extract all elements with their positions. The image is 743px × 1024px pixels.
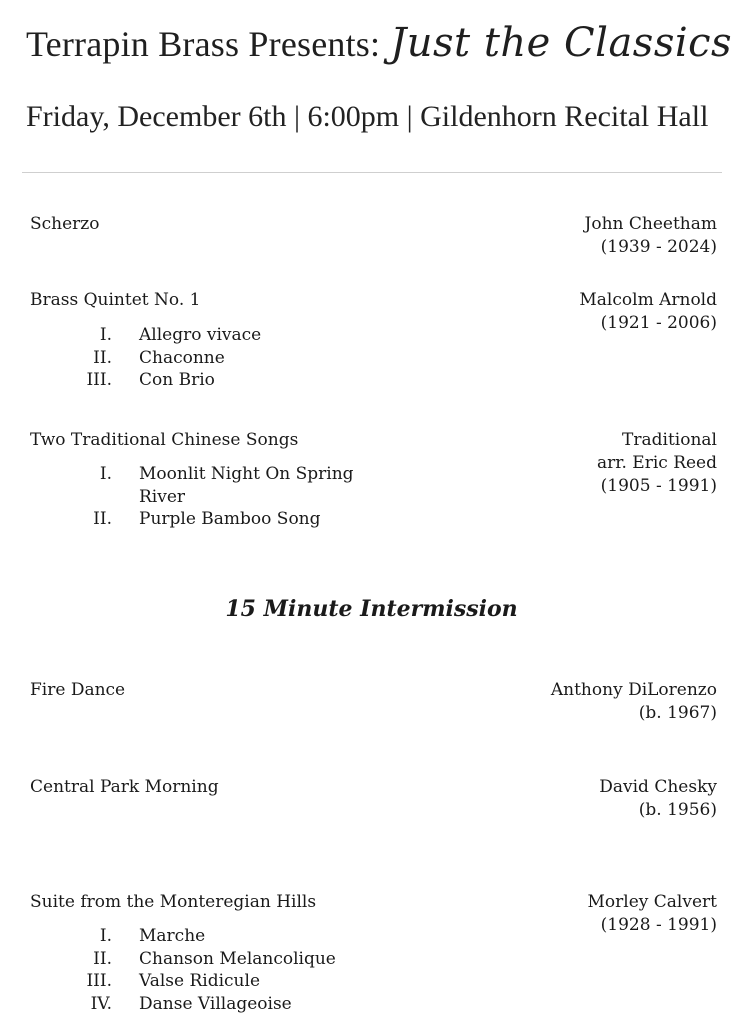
composer-info <box>551 679 717 725</box>
movement-item <box>30 925 390 948</box>
piece-title: Central Park Morning <box>30 777 219 797</box>
page-title <box>26 20 733 66</box>
movement-item <box>30 970 390 993</box>
movement-list <box>30 324 390 392</box>
composer-arranger: arr. Eric Reed <box>596 453 717 473</box>
movement-number: II. <box>93 948 112 969</box>
movement-name: Purple Bamboo Song <box>139 509 321 529</box>
movement-name: Danse Villageoise <box>139 993 292 1014</box>
movement-number: III. <box>86 370 112 390</box>
composer-name: Malcolm Arnold <box>579 290 717 310</box>
composer-name: Anthony DiLorenzo <box>550 680 717 700</box>
composer-dates: (1939 - 2024) <box>600 237 717 257</box>
movement-name: Chanson Melancolique <box>139 948 336 969</box>
title-presenter: Terrapin Brass Presents: <box>26 24 381 64</box>
title-concert-name: Just the Classics <box>390 20 733 66</box>
intermission-heading: 15 Minute Intermission <box>225 596 518 622</box>
movement-name: Con Brio <box>139 370 215 390</box>
movement-number: I. <box>99 926 112 946</box>
movement-number: III. <box>86 971 112 991</box>
header-divider <box>22 172 722 173</box>
composer-dates: (1928 - 1991) <box>600 915 717 935</box>
composer-name: John Cheetham <box>584 214 717 234</box>
piece-title: Scherzo <box>30 214 100 234</box>
movement-item <box>30 508 390 531</box>
composer-dates: (b. 1956) <box>638 800 717 820</box>
movement-name: Moonlit Night On Spring River <box>139 464 354 507</box>
piece-title: Two Traditional Chinese Songs <box>30 430 299 450</box>
composer-info <box>599 776 717 822</box>
composer-dates: (1905 - 1991) <box>600 476 717 496</box>
composer-name: Traditional <box>622 430 717 450</box>
movement-list <box>30 925 390 1015</box>
composer-info <box>597 429 717 498</box>
movement-item <box>30 948 390 971</box>
event-details: Friday, December 6th | 6:00pm | Gildenhorn Recital Hall <box>26 100 709 133</box>
movement-item <box>30 369 390 392</box>
composer-info <box>579 289 717 335</box>
movement-item <box>30 324 390 347</box>
piece-title: Fire Dance <box>30 680 126 700</box>
movement-name: Allegro vivace <box>139 325 262 345</box>
composer-name: Morley Calvert <box>587 892 717 912</box>
movement-item <box>30 347 390 370</box>
movement-name: Chaconne <box>139 347 225 368</box>
movement-item <box>30 993 390 1016</box>
composer-info <box>588 891 717 937</box>
movement-number: I. <box>99 464 112 484</box>
composer-dates: (1921 - 2006) <box>600 313 717 333</box>
movement-number: II. <box>93 509 112 529</box>
movement-number: I. <box>99 325 112 345</box>
movement-item <box>30 463 390 508</box>
piece-title: Brass Quintet No. 1 <box>30 290 201 310</box>
movement-list <box>30 463 390 531</box>
composer-dates: (b. 1967) <box>638 703 717 723</box>
piece-title: Suite from the Monteregian Hills <box>30 892 317 912</box>
movement-number: II. <box>93 347 112 368</box>
composer-name: David Chesky <box>599 777 717 797</box>
movement-name: Marche <box>139 926 206 946</box>
movement-name: Valse Ridicule <box>139 971 261 991</box>
composer-info <box>585 213 717 259</box>
movement-number: IV. <box>90 993 112 1014</box>
